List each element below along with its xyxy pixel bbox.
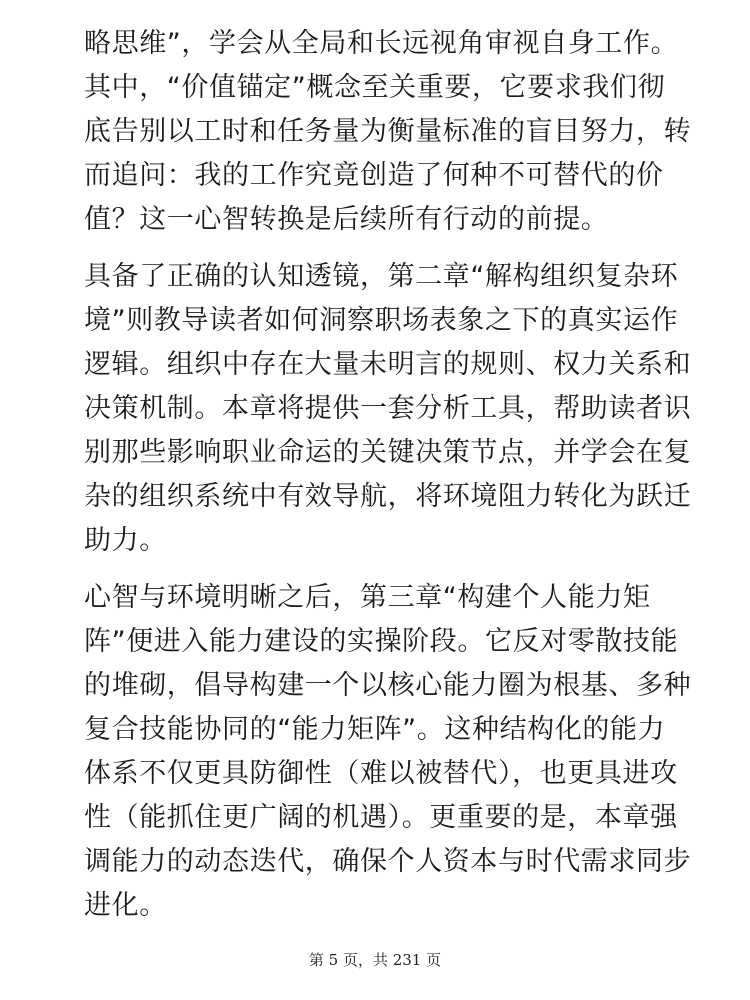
text-line: 体系不仅更具防御性（难以被替代），也更具进攻 xyxy=(84,758,678,789)
text-line: 略思维”，学会从全局和长远视角审视自身工作。 xyxy=(84,28,679,59)
text-line: 的堆砌，倡导构建一个以核心能力圈为根基、多种 xyxy=(84,670,692,701)
text-line: 进化。 xyxy=(84,890,167,921)
paragraph xyxy=(84,576,704,928)
paragraph xyxy=(84,22,704,242)
text-line: 心智与环境明晰之后，第三章“构建个人能力矩 xyxy=(84,582,651,613)
text-line: 决策机制。本章将提供一套分析工具，帮助读者识 xyxy=(84,393,692,424)
text-line: 复合技能协同的“能力矩阵”。这种结构化的能力 xyxy=(84,714,666,745)
text-line: 阵”便进入能力建设的实操阶段。它反对零散技能 xyxy=(84,626,679,657)
text-line: 底告别以工时和任务量为衡量标准的盲目努力，转 xyxy=(84,116,692,147)
body-text xyxy=(84,22,704,941)
text-line: 调能力的动态迭代，确保个人资本与时代需求同步 xyxy=(84,846,692,877)
text-line: 而追问：我的工作究竟创造了何种不可替代的价 xyxy=(84,160,664,191)
text-line: 助力。 xyxy=(84,525,167,556)
text-line: 值？这一心智转换是后续所有行动的前提。 xyxy=(84,204,609,235)
text-line: 别那些影响职业命运的关键决策节点，并学会在复 xyxy=(84,437,692,468)
paragraph xyxy=(84,255,704,563)
text-line: 逻辑。组织中存在大量未明言的规则、权力关系和 xyxy=(84,349,692,380)
text-line: 性（能抓住更广阔的机遇）。更重要的是，本章强 xyxy=(84,802,678,833)
text-line: 其中，“价值锚定”概念至关重要，它要求我们彻 xyxy=(84,72,666,103)
text-line: 杂的组织系统中有效导航，将环境阻力转化为跃迁 xyxy=(84,481,692,512)
page-number: 第 5 页，共 231 页 xyxy=(308,951,442,969)
text-line: 具备了正确的认知透镜，第二章“解构组织复杂环 xyxy=(84,261,679,292)
text-line: 境”则教导读者如何洞察职场表象之下的真实运作 xyxy=(84,305,679,336)
